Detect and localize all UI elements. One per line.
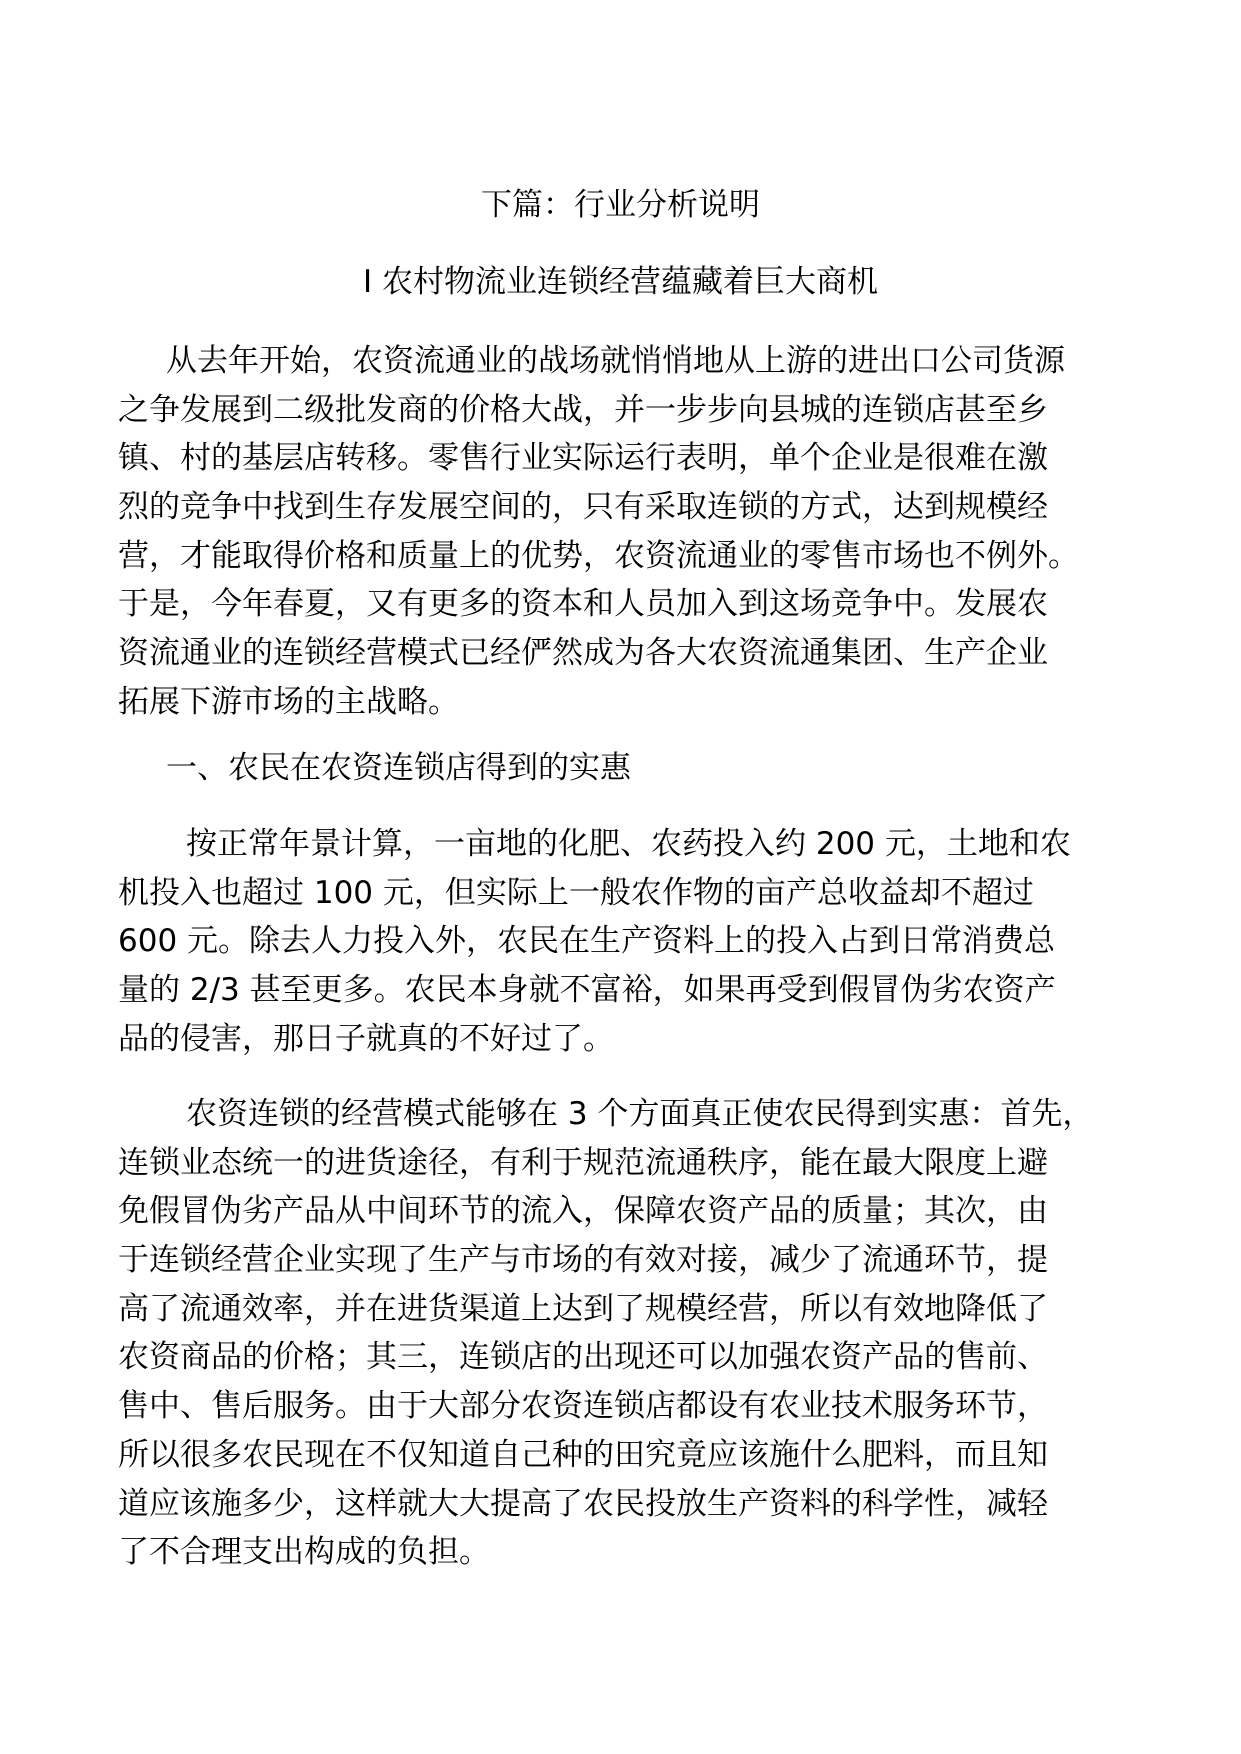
section-heading: 一、农民在农资连锁店得到的实惠: [166, 750, 631, 786]
paragraph-line: 拓展下游市场的主战略。: [118, 683, 459, 720]
document-subtitle: I 农村物流业连锁经营蕴藏着巨大商机: [363, 264, 878, 300]
paragraph-line: 连锁业态统一的进货途径，有利于规范流通秩序，能在最大限度上避: [118, 1144, 1048, 1181]
paragraph-line: 农资商品的价格；其三，连锁店的出现还可以加强农资产品的售前、: [118, 1339, 1048, 1376]
paragraph-line: 600 元。除去人力投入外，农民在生产资料上的投入占到日常消费总: [118, 923, 1056, 960]
paragraph-line: 资流通业的连锁经营模式已经俨然成为各大农资流通集团、生产企业: [118, 635, 1048, 672]
paragraph-line: 高了流通效率，并在进货渠道上达到了规模经营，所以有效地降低了: [118, 1290, 1048, 1327]
paragraph-line: 按正常年景计算，一亩地的化肥、农药投入约 200 元，土地和农: [186, 826, 1071, 862]
intro-paragraph: [118, 337, 1128, 727]
paragraph-line: 品的侵害，那日子就真的不好过了。: [118, 1020, 614, 1057]
section-paragraph-costs: [118, 820, 1128, 1063]
paragraph-line: 农资连锁的经营模式能够在 3 个方面真正使农民得到实惠：首先，: [186, 1096, 1094, 1132]
paragraph-line: 于是，今年春夏，又有更多的资本和人员加入到这场竞争中。发展农: [118, 586, 1048, 623]
paragraph-line: 量的 2/3 甚至更多。农民本身就不富裕，如果再受到假冒伪劣农资产: [118, 972, 1056, 1009]
paragraph-line: 之争发展到二级批发商的价格大战，并一步步向县城的连锁店甚至乡: [118, 391, 1048, 428]
section-paragraph-benefits: [118, 1090, 1128, 1577]
paragraph-line: 于连锁经营企业实现了生产与市场的有效对接，减少了流通环节，提: [118, 1242, 1048, 1279]
paragraph-line: 营，才能取得价格和质量上的优势，农资流通业的零售市场也不例外。: [118, 537, 1079, 574]
paragraph-line: 道应该施多少，这样就大大提高了农民投放生产资料的科学性，减轻: [118, 1485, 1048, 1522]
paragraph-line: 了不合理支出构成的负担。: [118, 1534, 490, 1571]
paragraph-line: 镇、村的基层店转移。零售行业实际运行表明，单个企业是很难在激: [118, 440, 1048, 477]
paragraph-line: 烈的竞争中找到生存发展空间的，只有采取连锁的方式，达到规模经: [118, 489, 1048, 526]
paragraph-line: 所以很多农民现在不仅知道自己种的田究竟应该施什么肥料，而且知: [118, 1436, 1048, 1473]
paragraph-line: 售中、售后服务。由于大部分农资连锁店都设有农业技术服务环节，: [118, 1388, 1048, 1425]
document-title: 下篇：行业分析说明: [481, 187, 760, 223]
paragraph-line: 免假冒伪劣产品从中间环节的流入，保障农资产品的质量；其次，由: [118, 1193, 1048, 1230]
paragraph-line: 从去年开始，农资流通业的战场就悄悄地从上游的进出口公司货源: [166, 343, 1065, 379]
paragraph-line: 机投入也超过 100 元，但实际上一般农作物的亩产总收益却不超过: [118, 874, 1034, 911]
